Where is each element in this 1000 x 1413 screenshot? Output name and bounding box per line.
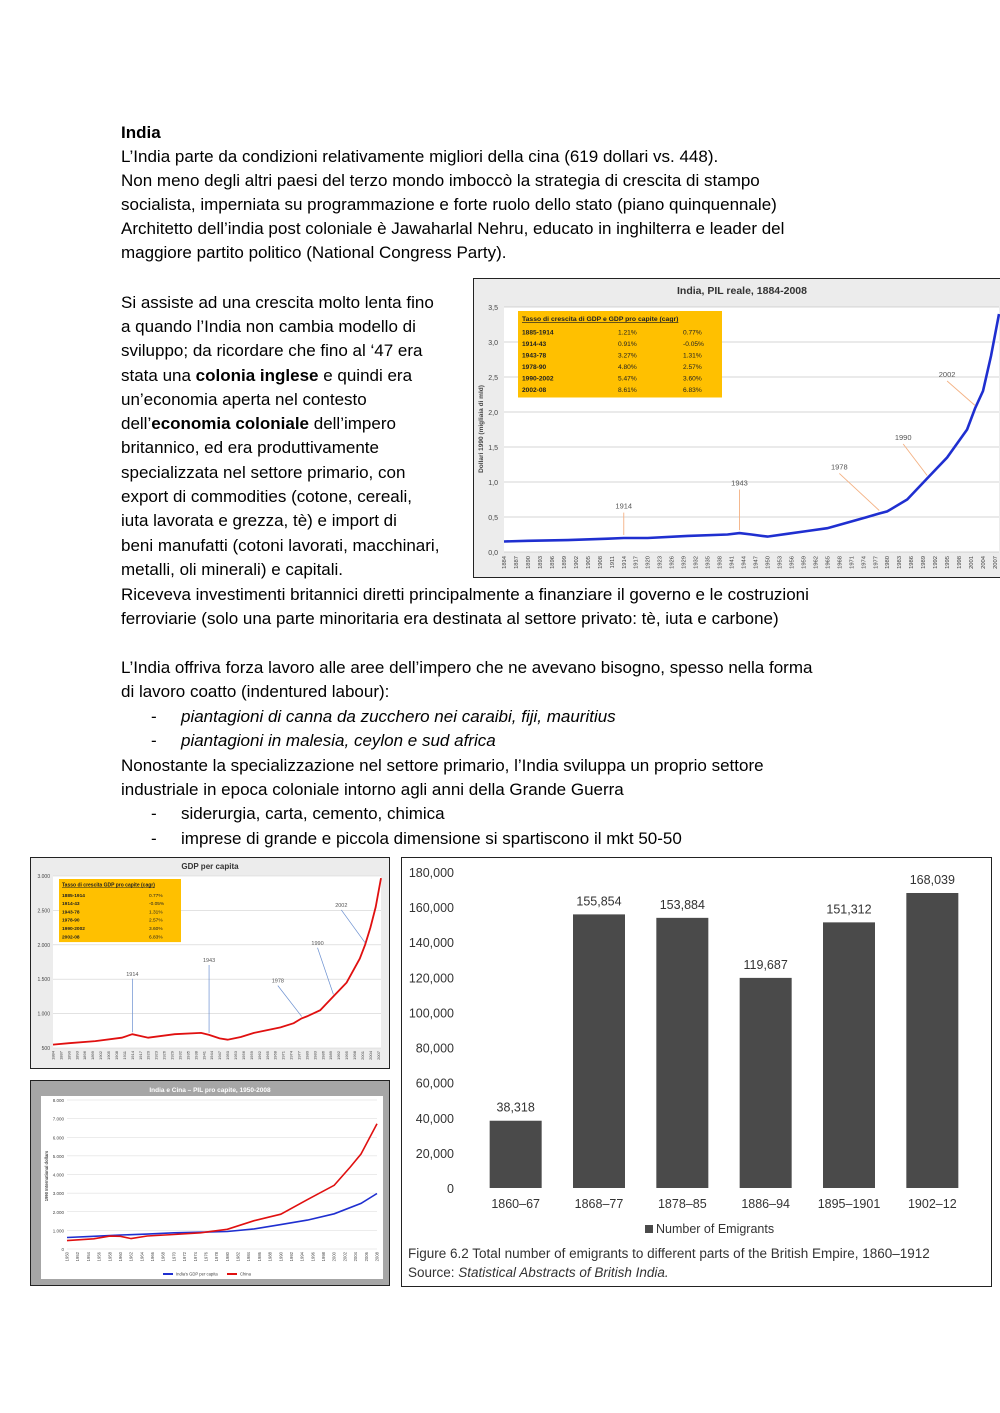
highlight-economia-coloniale: economia coloniale	[151, 414, 310, 433]
figure-source: Source: Statistical Abstracts of British India.	[408, 1265, 669, 1280]
x-tick-label: 1992	[288, 1252, 294, 1262]
chart-title: India, PIL reale, 1884-2008	[677, 285, 807, 297]
x-tick-label: 1923	[153, 1051, 159, 1060]
y-tick-label: 0,0	[488, 550, 498, 557]
x-tick-label: 1887	[58, 1051, 64, 1060]
x-tick-label: 1899	[90, 1051, 96, 1060]
x-tick-label: 1953	[233, 1051, 239, 1060]
x-tick-label: 2004	[367, 1051, 373, 1060]
percap-table-value: 6.83%	[149, 935, 163, 941]
chart-gdp-per-capita-svg	[31, 858, 389, 1068]
x-tick-label: 1980	[885, 556, 892, 569]
growth-table-gdp: 8.61%	[618, 387, 637, 394]
annotation-label: 1914	[126, 971, 139, 978]
x-tick-label: 2008	[374, 1252, 380, 1262]
x-tick-label: 1966	[150, 1252, 156, 1262]
annotation-label: 1990	[894, 433, 912, 442]
column-line: metalli, oli minerali) e capitali.	[121, 560, 344, 579]
x-tick-label: 2001	[969, 556, 976, 569]
intro-line: Non meno degli altri paesi del terzo mondo imboccò la strategia di crescita di stampo	[121, 171, 760, 190]
growth-table-gdppc: 3.60%	[683, 375, 702, 383]
growth-table-period: 1990-2002	[522, 375, 554, 383]
bar-value-label: 155,854	[576, 894, 622, 909]
x-tick-label: 1970	[171, 1252, 177, 1262]
y-axis-label: 1990 International dollars	[44, 1150, 49, 1202]
x-tick-label: 1968	[837, 556, 844, 569]
y-tick-label: 1,5	[488, 445, 498, 452]
y-tick-label: 0,5	[488, 515, 498, 522]
percap-table-period: 1914-43	[62, 902, 80, 908]
x-tick-label: 1992	[336, 1051, 342, 1060]
x-tick-label: 1962	[128, 1252, 134, 1262]
x-tick-label: 1917	[633, 556, 640, 569]
x-tick-label: 1896	[82, 1051, 88, 1060]
percap-table-period: 2002-08	[62, 935, 80, 941]
x-tick-label: 2004	[353, 1252, 359, 1262]
x-tick-label: 1914	[621, 556, 628, 569]
x-tick-label: 1962	[256, 1051, 262, 1060]
x-tick-label: 2007	[993, 556, 1000, 569]
x-tick-label: 1878–85	[657, 1197, 707, 1211]
x-tick-label: 1920	[145, 1051, 151, 1060]
x-tick-label: 1868–77	[574, 1197, 624, 1211]
bar-value-label: 119,687	[743, 957, 788, 972]
x-tick-label: 1996	[310, 1252, 316, 1262]
paragraph-line: di lavoro coatto (indentured labour):	[121, 682, 390, 701]
x-tick-label: 1995	[945, 556, 952, 569]
x-tick-label: 1932	[693, 556, 700, 569]
x-tick-label: 1977	[296, 1051, 302, 1060]
growth-table-gdppc: 0.77%	[683, 329, 702, 337]
x-tick-label: 1938	[193, 1051, 199, 1060]
x-tick-label: 1890	[525, 556, 532, 569]
y-tick-label: 40,000	[415, 1111, 454, 1126]
paragraph-line: Riceveva investimenti britannici diretti principalmente a finanziare il governo e le costruzioni	[121, 585, 809, 604]
annotation-label: 1978	[830, 462, 848, 472]
y-tick-label: 80,000	[415, 1041, 454, 1056]
bar	[656, 918, 708, 1188]
x-tick-label: 1959	[801, 556, 808, 569]
growth-table-period: 1885-1914	[522, 329, 554, 337]
x-tick-label: 1941	[201, 1051, 207, 1060]
x-tick-label: 1941	[729, 556, 736, 569]
column-line: Si assiste ad una crescita molto lenta fino	[121, 293, 434, 312]
growth-table-gdppc: 6.83%	[683, 387, 702, 394]
y-tick-label: 1.000	[52, 1228, 64, 1234]
x-tick-label: 1965	[264, 1051, 270, 1060]
x-tick-label: 1971	[849, 556, 856, 569]
x-tick-label: 1986	[320, 1051, 326, 1060]
x-tick-label: 1968	[160, 1252, 166, 1262]
percap-table-value: 3.60%	[149, 927, 163, 932]
x-tick-label: 1932	[177, 1051, 183, 1060]
x-tick-label: 1884	[502, 556, 508, 569]
x-tick-label: 1926	[161, 1051, 167, 1060]
x-tick-label: 1902	[98, 1051, 104, 1060]
column-line: britannico, ed era produttivamente	[121, 438, 379, 457]
x-tick-label: 1998	[957, 556, 964, 569]
intro-line: socialista, imperniata su programmazione e forte ruolo dello stato (piano quinquennale)	[121, 195, 777, 214]
x-tick-label: 1977	[873, 556, 880, 569]
growth-table-period: 2002-08	[522, 387, 547, 394]
percap-table-value: 1.31%	[149, 910, 163, 916]
x-tick-label: 1962	[813, 556, 820, 569]
x-tick-label: 2000	[331, 1252, 337, 1262]
x-tick-label: 1947	[217, 1051, 223, 1060]
x-tick-label: 1950	[64, 1252, 70, 1262]
growth-table-header: Tasso di crescita di GDP e GDP pro capite (cagr)	[522, 316, 679, 323]
x-tick-label: 1893	[74, 1051, 80, 1060]
x-tick-label: 1953	[777, 556, 784, 569]
growth-table-gdppc: 2.57%	[683, 364, 702, 371]
x-tick-label: 1923	[657, 556, 664, 569]
section-title: India	[121, 123, 161, 142]
y-tick-label: 120,000	[408, 971, 454, 986]
chart-india-cina-svg	[31, 1081, 389, 1285]
chart-pil-reale-svg	[474, 279, 1000, 577]
legend-swatch	[645, 1225, 653, 1233]
bar	[740, 978, 792, 1188]
x-tick-label: 1983	[312, 1051, 318, 1060]
growth-table-gdp: 1.21%	[618, 329, 637, 337]
paragraph-line: ferroviarie (solo una parte minoritaria era destinata al settore privato: tè, iuta e carbone)	[121, 609, 779, 628]
bar-value-label: 153,884	[659, 897, 705, 912]
x-tick-label: 1998	[321, 1252, 327, 1262]
growth-table-gdp: 3.27%	[618, 352, 637, 360]
column-line: export di commodities (cotone, cereali,	[121, 487, 413, 506]
chart-emigrants-svg	[402, 858, 991, 1286]
y-tick-label: 3,5	[488, 305, 498, 312]
percap-table-value: 0.77%	[149, 893, 163, 899]
x-tick-label: 2004	[981, 556, 988, 569]
x-tick-label: 1992	[933, 556, 940, 569]
paragraph-line: L’India offriva forza lavoro alle aree dell’impero che ne avevano bisogno, spesso nella forma	[121, 658, 813, 677]
intro-line: Architetto dell’india post coloniale è Jawaharlal Nehru, educato in inghilterra e leader del	[121, 219, 785, 238]
annotation-label: 1943	[202, 958, 216, 964]
annotation-label: 1914	[615, 501, 633, 511]
x-tick-label: 1908	[597, 556, 604, 569]
y-tick-label: 1.500	[37, 977, 50, 984]
x-tick-label: 1988	[267, 1252, 273, 1262]
y-tick-label: 2.500	[37, 908, 50, 915]
x-tick-label: 1896	[549, 556, 556, 569]
annotation-label: 1990	[311, 940, 324, 947]
x-tick-label: 1982	[235, 1252, 241, 1262]
x-tick-label: 1902–12	[907, 1197, 957, 1211]
y-tick-label: 140,000	[408, 936, 454, 951]
y-tick-label: 0	[447, 1182, 454, 1196]
column-line: sviluppo; da ricordare che fino al ‘47 era	[121, 341, 423, 360]
x-tick-label: 1938	[717, 556, 724, 569]
x-tick-label: 1886–94	[741, 1197, 791, 1211]
y-tick-label: 2.000	[52, 1209, 64, 1215]
y-tick-label: 3,0	[488, 340, 498, 347]
y-tick-label: 3.000	[52, 1191, 64, 1197]
x-tick-label: 1994	[299, 1252, 305, 1262]
x-tick-label: 1990	[278, 1252, 284, 1262]
x-tick-label: 1956	[789, 556, 796, 569]
x-tick-label: 1971	[280, 1051, 286, 1060]
y-tick-label: 500	[41, 1046, 50, 1052]
x-tick-label: 1926	[669, 556, 676, 569]
x-tick-label: 1986	[256, 1252, 262, 1262]
bar	[490, 1121, 542, 1188]
chart-gdp-per-capita	[30, 857, 390, 1069]
chart-pil-reale	[473, 278, 1000, 578]
percap-table-period: 1943-78	[62, 910, 80, 916]
growth-table-gdppc: -0.05%	[683, 341, 704, 348]
x-tick-label: 1911	[121, 1051, 127, 1060]
x-tick-label: 1950	[225, 1051, 231, 1060]
bar	[823, 922, 875, 1188]
x-tick-label: 1884	[50, 1051, 56, 1060]
column-line: specializzata nel settore primario, con	[121, 463, 406, 482]
x-tick-label: 1893	[537, 556, 544, 569]
figure-caption: Figure 6.2 Total number of emigrants to different parts of the British Empire, 1860–1912	[408, 1246, 930, 1261]
x-tick-label: 1958	[107, 1252, 113, 1262]
x-tick-label: 1902	[573, 556, 580, 569]
x-tick-label: 1956	[240, 1051, 246, 1060]
highlight-colonia-inglese: colonia inglese	[195, 366, 319, 385]
x-tick-label: 1976	[203, 1252, 209, 1262]
x-tick-label: 1956	[96, 1252, 102, 1262]
y-tick-label: 7.000	[52, 1116, 64, 1122]
x-tick-label: 1974	[861, 556, 868, 569]
x-tick-label: 1860–67	[491, 1197, 541, 1211]
y-tick-label: 20,000	[415, 1146, 454, 1161]
chart-title: GDP per capita	[181, 862, 239, 871]
x-tick-label: 1947	[753, 556, 760, 569]
x-tick-label: 1989	[921, 556, 928, 569]
bar	[573, 914, 625, 1188]
x-tick-label: 1944	[741, 556, 748, 569]
x-tick-label: 1980	[304, 1051, 310, 1060]
percap-table-period: 1978-90	[62, 918, 80, 924]
x-tick-label: 1984	[246, 1252, 252, 1262]
growth-table-period: 1943-78	[522, 352, 547, 360]
x-tick-label: 1929	[169, 1051, 175, 1060]
legend-label: Number of Emigrants	[656, 1222, 775, 1236]
column-line: un’economia aperta nel contesto	[121, 390, 367, 409]
growth-table-gdp: 5.47%	[618, 375, 637, 383]
y-tick-label: 2.000	[37, 942, 50, 949]
y-tick-label: 6.000	[52, 1135, 64, 1141]
growth-table-gdp: 4.80%	[618, 364, 637, 371]
annotation-label: 1943	[731, 478, 748, 488]
column-line: beni manufatti (cotoni lavorati, macchinari,	[121, 536, 440, 555]
growth-table-period: 1978-90	[522, 364, 547, 371]
x-tick-label: 1986	[909, 556, 916, 569]
x-tick-label: 2001	[359, 1051, 365, 1060]
y-axis-label: Dollari 1990 (migliaia di mld)	[478, 385, 485, 473]
x-tick-label: 1950	[765, 556, 772, 569]
y-tick-label: 5.000	[52, 1153, 64, 1159]
legend-label: India's GDP per capita	[176, 1271, 218, 1277]
percap-table-value: -0.05%	[149, 902, 165, 908]
x-tick-label: 1952	[75, 1252, 81, 1262]
chart-india-cina	[30, 1080, 390, 1286]
x-tick-label: 1905	[585, 556, 592, 569]
legend-label: China	[240, 1271, 251, 1277]
y-tick-label: 4.000	[52, 1172, 64, 1178]
column-line: a quando l’India non cambia modello di	[121, 317, 416, 336]
x-tick-label: 1959	[248, 1051, 254, 1060]
y-tick-label: 180,000	[408, 866, 454, 880]
growth-table-gdp: 0.91%	[618, 341, 637, 348]
x-tick-label: 2006	[363, 1252, 369, 1262]
y-tick-label: 160,000	[408, 901, 454, 916]
bar-value-label: 168,039	[909, 872, 955, 887]
x-tick-label: 1887	[513, 556, 520, 569]
annotation-label: 1978	[271, 978, 284, 985]
bar	[906, 893, 958, 1188]
bar-value-label: 151,312	[826, 902, 872, 917]
y-tick-label: 2,5	[488, 375, 498, 382]
growth-table-period: 1914-43	[522, 341, 547, 348]
column-line: dell’economia coloniale dell’impero	[121, 414, 396, 433]
y-tick-label: 0	[61, 1247, 64, 1252]
percap-table-period: 1990-2002	[62, 927, 85, 932]
x-tick-label: 1905	[106, 1051, 112, 1060]
x-tick-label: 1989	[328, 1051, 334, 1060]
intro-line: maggiore partito politico (National Congress Party).	[121, 243, 507, 262]
x-tick-label: 1899	[561, 556, 568, 569]
x-tick-label: 1995	[344, 1051, 350, 1060]
chart-title: India e Cina – PIL pro capite, 1950-2008	[149, 1087, 271, 1094]
x-tick-label: 1911	[609, 556, 616, 569]
x-tick-label: 1929	[681, 556, 688, 569]
x-tick-label: 1974	[192, 1252, 198, 1262]
intro-line: L’India parte da condizioni relativamente migliori della cina (619 dollari vs. 448).	[121, 147, 719, 166]
y-tick-label: 2,0	[488, 410, 498, 417]
percap-table-value: 2.57%	[149, 918, 163, 924]
x-tick-label: 1908	[113, 1051, 119, 1060]
annotation-label: 2002	[938, 370, 956, 379]
x-tick-label: 1965	[825, 556, 832, 569]
percap-table-period: 1885-1914	[62, 893, 85, 899]
y-tick-label: 60,000	[415, 1076, 454, 1091]
annotation-label: 2002	[335, 902, 348, 909]
x-tick-label: 1914	[129, 1051, 135, 1060]
column-line: stata una colonia inglese e quindi era	[121, 366, 413, 385]
x-tick-label: 1920	[645, 556, 652, 569]
x-tick-label: 1960	[117, 1252, 123, 1262]
x-tick-label: 1983	[897, 556, 904, 569]
x-tick-label: 2002	[342, 1252, 348, 1262]
x-tick-label: 1954	[85, 1252, 91, 1262]
column-line: iuta lavorata e grezza, tè) e import di	[121, 511, 397, 530]
bar-value-label: 38,318	[496, 1100, 535, 1115]
x-tick-label: 1964	[139, 1252, 145, 1262]
y-tick-label: 3.000	[37, 874, 50, 880]
x-tick-label: 1980	[224, 1252, 230, 1262]
x-tick-label: 1978	[214, 1252, 220, 1262]
y-tick-label: 8.000	[52, 1098, 64, 1103]
x-tick-label: 1972	[182, 1252, 188, 1262]
growth-table-gdppc: 1.31%	[683, 352, 702, 360]
y-tick-label: 100,000	[408, 1006, 454, 1021]
paragraph-line: Nonostante la specializzazione nel settore primario, l’India sviluppa un proprio settore	[121, 756, 764, 775]
x-tick-label: 1998	[352, 1051, 358, 1060]
x-tick-label: 1895–1901	[817, 1197, 881, 1211]
x-tick-label: 1935	[185, 1051, 191, 1060]
x-tick-label: 1890	[66, 1051, 72, 1060]
chart-emigrants	[401, 857, 992, 1287]
x-tick-label: 1944	[209, 1051, 215, 1060]
x-tick-label: 1968	[272, 1051, 278, 1060]
x-tick-label: 1974	[288, 1051, 294, 1060]
paragraph-line: industriale in epoca coloniale intorno agli anni della Grande Guerra	[121, 780, 624, 799]
x-tick-label: 2007	[375, 1051, 381, 1060]
x-tick-label: 1935	[705, 556, 712, 569]
percap-table-header: Tasso di crescita GDP pro capite (cagr)	[62, 882, 155, 889]
y-tick-label: 1,0	[488, 480, 498, 487]
y-tick-label: 1.000	[37, 1011, 50, 1018]
x-tick-label: 1917	[137, 1051, 143, 1060]
